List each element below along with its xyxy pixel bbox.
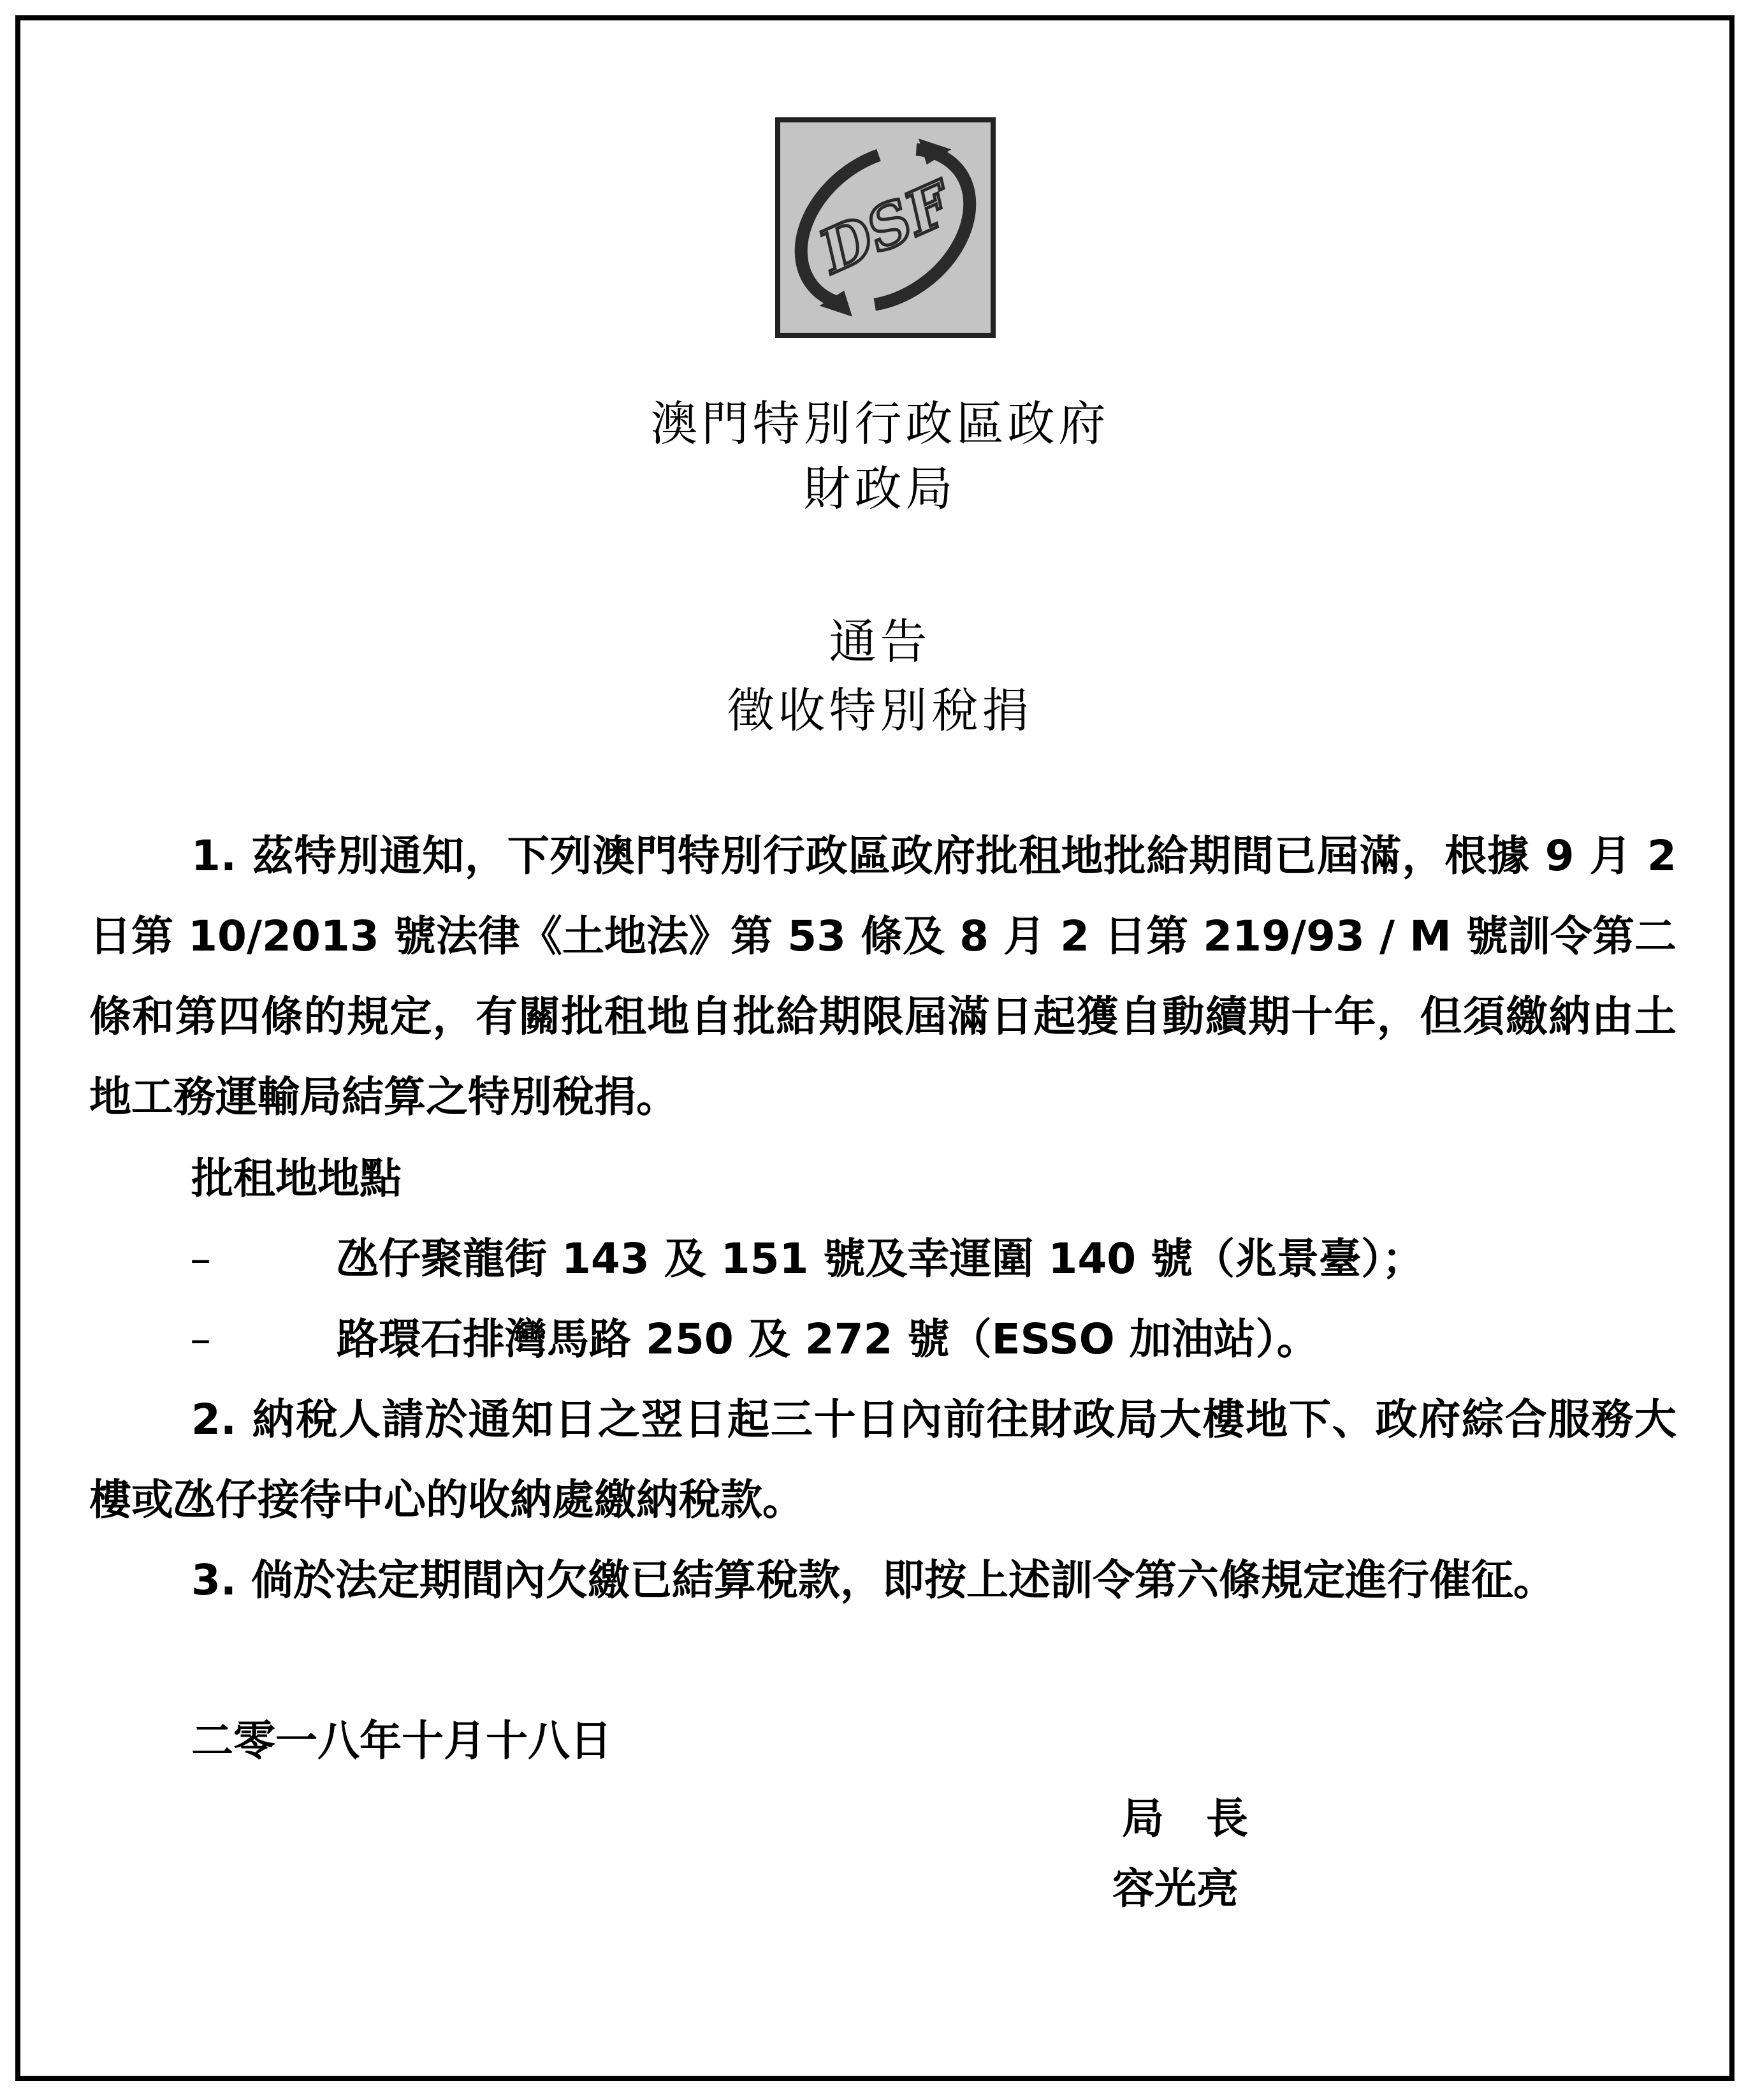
paragraph-1-text: 1. 茲特別通知，下列澳門特別行政區政府批租地批給期間已屆滿，根據 9 月 2 日第 10/2013 號法律《土地法》第 53 條及 8 月 2 日第 219/93 / M 號訓令第二條和第四條的規定，有關批租地自批給期限屆滿日起獲自動續期十年，但須繳納由土地工務運輸局結算之特別稅捐。 xyxy=(89,831,1676,1121)
paragraph-3-text: 3. 倘於法定期間內欠繳已結算稅款，即按上述訓令第六條規定進行催征。 xyxy=(191,1556,1555,1605)
government-name: 澳門特別行政區政府 xyxy=(650,397,1110,451)
notice-subject: 徵收特別稅捐 xyxy=(727,683,1033,738)
paragraph-2-text: 2. 納稅人請於通知日之翌日起三十日內前往財政局大樓地下、政府綜合服務大樓或氹仔接待中心的收納處繳納稅款。 xyxy=(89,1395,1676,1524)
paragraph-2 xyxy=(89,1380,1676,1540)
bureau-name: 財政局 xyxy=(803,462,957,516)
notice-date: 二零一八年十月十八日 xyxy=(191,1716,612,1765)
notice-title: 通告 xyxy=(829,615,931,669)
location-heading: 批租地地點 xyxy=(191,1154,402,1203)
location-1-dash: – xyxy=(190,1234,211,1283)
dsf-logo xyxy=(775,117,996,338)
signatory-name: 容光亮 xyxy=(1112,1864,1239,1913)
signatory-title: 局 長 xyxy=(1122,1794,1248,1843)
location-2-dash: – xyxy=(190,1315,211,1364)
location-1: 氹仔聚龍街 143 及 151 號及幸運圍 140 號（兆景臺）； xyxy=(337,1234,1425,1283)
location-2: 路環石排灣馬路 250 及 272 號（ESSO 加油站）。 xyxy=(337,1315,1319,1364)
paragraph-1 xyxy=(89,816,1676,1137)
logo-text: DSF xyxy=(810,168,961,287)
paragraph-3 xyxy=(89,1540,1676,1621)
